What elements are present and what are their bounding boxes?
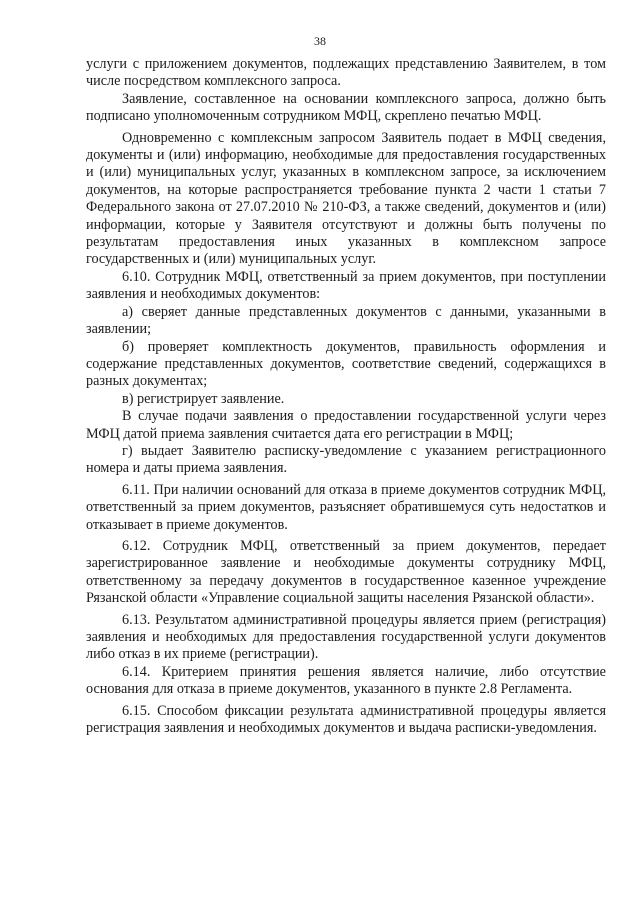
paragraph-receipt-date: В случае подачи заявления о предоставлении государственной услуги через МФЦ датой приема заявления считается дата его регистрации в МФЦ; (86, 408, 606, 442)
paragraph-continuation: услуги с приложением документов, подлежащих представлению Заявителем, в том числе посредством комплексного запроса. (86, 56, 606, 90)
list-item-b: б) проверяет комплектность документов, правильность оформления и содержание представленных документов, соответствие сведений, содержащихся в разных документах; (86, 338, 606, 390)
paragraph-6-10: 6.10. Сотрудник МФЦ, ответственный за прием документов, при поступлении заявления и необходимых документов: (86, 268, 606, 303)
paragraph-6-12: 6.12. Сотрудник МФЦ, ответственный за прием документов, передает зарегистрированное заявление и необходимые документы сотруднику МФЦ, ответственному за передачу документов в государственное казенное учреждение Рязанской области «Управление социальной защиты населения Рязанской области». (86, 537, 606, 607)
paragraph-6-11: 6.11. При наличии оснований для отказа в приеме документов сотрудник МФЦ, ответственный за прием документов, разъясняет обратившемуся суть недостатков и отказывает в приеме документов. (86, 481, 606, 533)
paragraph-6-14: 6.14. Критерием принятия решения является наличие, либо отсутствие основания для отказа в приеме документов, указанного в пункте 2.8 Регламента. (86, 663, 606, 698)
paragraph-6-15: 6.15. Способом фиксации результата административной процедуры является регистрация заявления и необходимых документов и выдача расписки-уведомления. (86, 702, 606, 737)
document-body (86, 56, 606, 737)
paragraph-6-13: 6.13. Результатом административной процедуры является прием (регистрация) заявления и необходимых для предоставления государственной услуги документов либо отказ в их приеме (регистрации). (86, 611, 606, 663)
paragraph-signature-requirement: Заявление, составленное на основании комплексного запроса, должно быть подписано уполномоченным сотрудником МФЦ, скреплено печатью МФЦ. (86, 90, 606, 125)
page-number: 38 (314, 34, 326, 48)
paragraph-documents-submission: Одновременно с комплексным запросом Заявитель подает в МФЦ сведения, документы и (или) информацию, необходимые для предоставления государственных и (или) муниципальных услуг, указанных в комплексном запросе, за исключением документов, на которые распространяется требование пункта 2 части 1 статьи 7 Федерального закона от 27.07.2010 № 210-ФЗ, а также сведений, документов и (или) информации, которые у Заявителя отсутствуют и должны быть получены по результатам предоставления иных указанных в комплексном запросе государственных и (или) муниципальных услуг. (86, 129, 606, 268)
list-item-g: г) выдает Заявителю расписку-уведомление с указанием регистрационного номера и даты приема заявления. (86, 442, 606, 477)
list-item-a: а) сверяет данные представленных документов с данными, указанными в заявлении; (86, 303, 606, 338)
list-item-v: в) регистрирует заявление. (122, 390, 285, 407)
